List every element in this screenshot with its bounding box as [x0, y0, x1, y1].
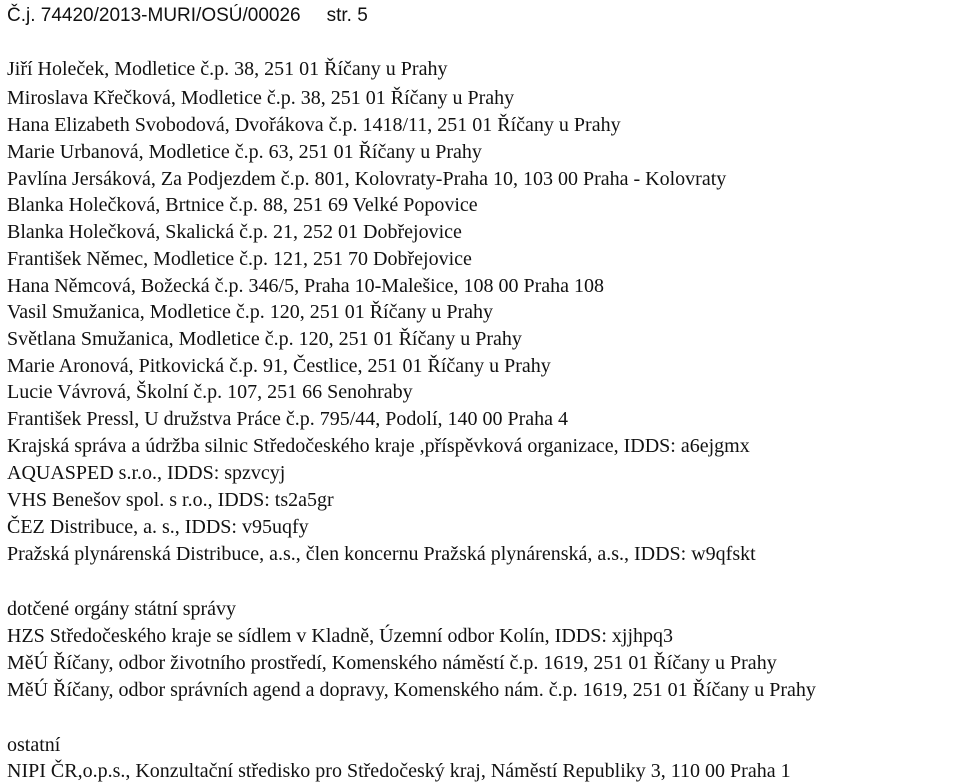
recipient-line: Jiří Holeček, Modletice č.p. 38, 251 01 Říčany u Prahy: [7, 58, 448, 80]
authority-line: HZS Středočeského kraje se sídlem v Kladně, Územní odbor Kolín, IDDS: xjjhpq3: [7, 625, 673, 647]
authority-line: MěÚ Říčany, odbor správních agend a dopravy, Komenského nám. č.p. 1619, 251 01 Říčany u Prahy: [7, 679, 816, 701]
reference-number: Č.j. 74420/2013-MURI/OSÚ/00026: [7, 5, 301, 26]
recipient-line: František Pressl, U družstva Práce č.p. 795/44, Podolí, 140 00 Praha 4: [7, 408, 569, 430]
authority-line: MěÚ Říčany, odbor životního prostředí, Komenského náměstí č.p. 1619, 251 01 Říčany u Prahy: [7, 652, 777, 674]
recipient-line: Blanka Holečková, Brtnice č.p. 88, 251 69 Velké Popovice: [7, 194, 478, 216]
recipient-line: Miroslava Křečková, Modletice č.p. 38, 251 01 Říčany u Prahy: [7, 87, 515, 109]
recipient-line: František Němec, Modletice č.p. 121, 251 70 Dobřejovice: [7, 248, 472, 270]
other-line: NIPI ČR,o.p.s., Konzultační středisko pro Středočeský kraj, Náměstí Republiky 3, 110 00 Praha 1: [7, 760, 791, 782]
organization-line: Krajská správa a údržba silnic Středočeského kraje ,příspěvková organizace, IDDS: a6ejgmx: [7, 435, 750, 457]
recipient-line: Světlana Smužanica, Modletice č.p. 120, 251 01 Říčany u Prahy: [7, 328, 522, 350]
organization-line: ČEZ Distribuce, a. s., IDDS: v95uqfy: [7, 516, 309, 538]
recipient-line: Hana Němcová, Božecká č.p. 346/5, Praha 10-Malešice, 108 00 Praha 108: [7, 275, 605, 297]
recipient-line: Hana Elizabeth Svobodová, Dvořákova č.p. 1418/11, 251 01 Říčany u Prahy: [7, 114, 621, 136]
recipient-line: Marie Aronová, Pitkovická č.p. 91, Čestlice, 251 01 Říčany u Prahy: [7, 355, 551, 377]
recipient-line: Pavlína Jersáková, Za Podjezdem č.p. 801, Kolovraty-Praha 10, 103 00 Praha - Kolovraty: [7, 168, 727, 190]
authorities-heading: dotčené orgány státní správy: [7, 598, 237, 620]
organization-line: VHS Benešov spol. s r.o., IDDS: ts2a5gr: [7, 489, 334, 511]
organization-line: Pražská plynárenská Distribuce, a.s., člen koncernu Pražská plynárenská, a.s., IDDS: w9qfskt: [7, 543, 756, 565]
recipient-line: Marie Urbanová, Modletice č.p. 63, 251 01 Říčany u Prahy: [7, 141, 482, 163]
other-heading: ostatní: [7, 734, 61, 756]
page-header: [7, 5, 368, 27]
recipient-line: Blanka Holečková, Skalická č.p. 21, 252 01 Dobřejovice: [7, 221, 462, 243]
recipient-line: Lucie Vávrová, Školní č.p. 107, 251 66 Senohraby: [7, 381, 413, 403]
recipient-line: Vasil Smužanica, Modletice č.p. 120, 251 01 Říčany u Prahy: [7, 301, 494, 323]
organization-line: AQUASPED s.r.o., IDDS: spzvcyj: [7, 462, 286, 484]
page-number: str. 5: [326, 5, 368, 26]
